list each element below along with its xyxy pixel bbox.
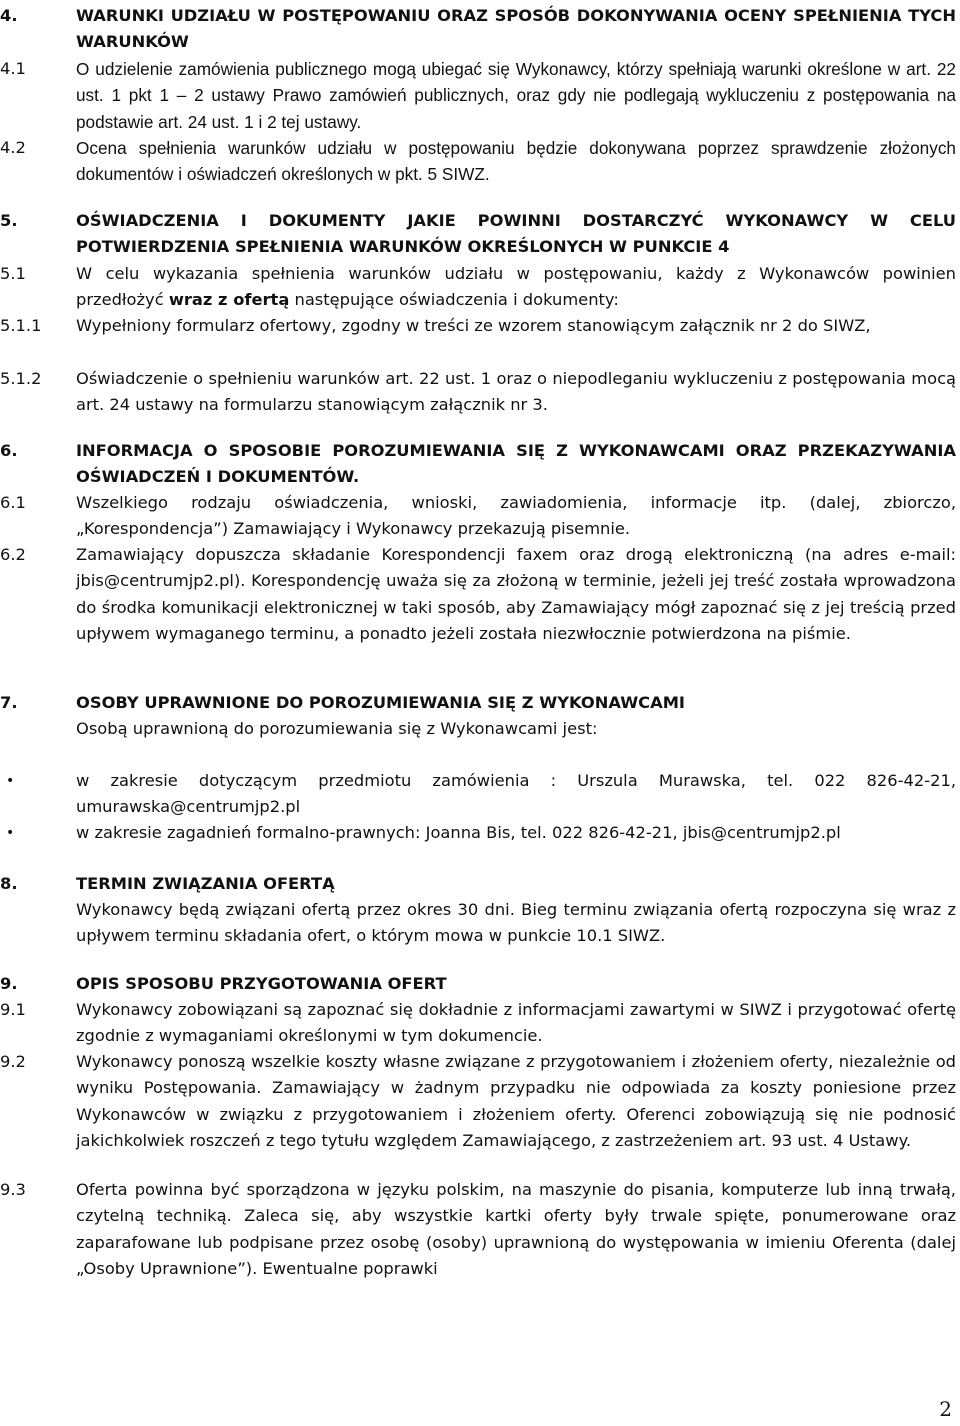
bullet-icon: • <box>6 773 15 789</box>
paragraph-text: Zamawiający dopuszcza składanie Korespondencji faxem oraz drogą elektroniczną (na adres e-mail: jbis@centrumjp2.pl). Korespondencję uważa się za złożoną w terminie, jeżeli jej treść została wprowadzona do środka komunikacji elektronicznej w taki sposób, aby Zamawiający mógł zapoznać się z jej treścią przed upływem wymaganego terminu, a ponadto jeżeli została niezwłocznie potwierdzona na piśmie. <box>76 545 956 644</box>
paragraph-number: 5.1.2 <box>0 369 42 388</box>
section-title: OSOBY UPRAWNIONE DO POROZUMIEWANIA SIĘ Z WYKONAWCAMI <box>76 693 685 712</box>
paragraph-text <box>76 261 956 314</box>
paragraph-text-start: W celu wykazania spełnienia warunków udziału w postępowaniu, każdy z Wykonawców powinien przedłożyć <box>76 264 956 310</box>
section-number: 7. <box>0 693 18 712</box>
paragraph-number: 6.2 <box>0 545 26 564</box>
paragraph-text: Osobą uprawnioną do porozumiewania się z Wykonawcami jest: <box>76 719 598 738</box>
bullet-icon: • <box>6 825 15 841</box>
paragraph-number: 4.1 <box>0 59 26 78</box>
paragraph-text: Wykonawcy ponoszą wszelkie koszty własne związane z przygotowaniem i złożeniem oferty, niezależnie od wyniku Postępowania. Zamawiający w żadnym przypadku nie odpowiada za koszty poniesione przez Wykonawców w związku z przygotowaniem i złożeniem oferty. Oferenci zobowiązują się nie podnosić jakichkolwiek roszczeń z tego tytułu względem Zamawiającego, z zastrzeżeniem art. 93 ust. 4 Ustawy. <box>76 1052 956 1151</box>
paragraph-number: 9.3 <box>0 1180 26 1199</box>
paragraph-text: Wykonawcy zobowiązani są zapoznać się dokładnie z informacjami zawartymi w SIWZ i przygotować ofertę zgodnie z wymaganiami określonymi w tym dokumencie. <box>76 1000 956 1046</box>
section-title: INFORMACJA O SPOSOBIE POROZUMIEWANIA SIĘ Z WYKONAWCAMI ORAZ PRZEKAZYWANIA OŚWIADCZEŃ I DOKUMENTÓW. <box>76 441 956 487</box>
paragraph-text: Oświadczenie o spełnieniu warunków art. 22 ust. 1 oraz o niepodleganiu wykluczeniu z postępowania mocą art. 24 ustawy na formularzu stanowiącym załącznik nr 3. <box>76 369 956 415</box>
paragraph-text: Wykonawcy będą związani ofertą przez okres 30 dni. Bieg terminu związania ofertą rozpoczyna się wraz z upływem terminu składania ofert, o którym mowa w punkcie 10.1 SIWZ. <box>76 900 956 946</box>
paragraph-number: 9.2 <box>0 1052 26 1071</box>
paragraph-text: Wszelkiego rodzaju oświadczenia, wnioski, zawiadomienia, informacje itp. (dalej, zbiorczo, „Korespondencja”) Zamawiający i Wykonawcy przekazują pisemnie. <box>76 493 956 539</box>
section-number: 9. <box>0 974 18 993</box>
page-number: 2 <box>939 1397 952 1421</box>
paragraph-text-end: następujące oświadczenia i dokumenty: <box>294 290 619 310</box>
section-number: 5. <box>0 211 18 230</box>
paragraph-text: Oferta powinna być sporządzona w języku polskim, na maszynie do pisania, komputerze lub inną trwałą, czytelną techniką. Zaleca się, aby wszystkie kartki oferty były trwale spięte, ponumerowane oraz zaparafowane lub podpisane przez osobę (osoby) uprawnioną do występowania w imieniu Oferenta (dalej „Osoby Uprawnione”). Ewentualne poprawki <box>76 1180 956 1279</box>
paragraph-number: 6.1 <box>0 493 26 512</box>
emphasis-text: wraz z ofertą <box>168 290 290 310</box>
section-number: 8. <box>0 874 18 893</box>
paragraph-number: 5.1.1 <box>0 316 42 335</box>
section-title: TERMIN ZWIĄZANIA OFERTĄ <box>76 874 335 893</box>
section-title: OPIS SPOSOBU PRZYGOTOWANIA OFERT <box>76 974 447 993</box>
section-title: OŚWIADCZENIA I DOKUMENTY JAKIE POWINNI DOSTARCZYĆ WYKONAWCY W CELU POTWIERDZENIA SPEŁNIENIA WARUNKÓW OKREŚLONYCH W PUNKCIE 4 <box>76 211 956 257</box>
section-title: WARUNKI UDZIAŁU W POSTĘPOWANIU ORAZ SPOSÓB DOKONYWANIA OCENY SPEŁNIENIA TYCH WARUNKÓW <box>76 6 956 52</box>
paragraph-text: Wypełniony formularz ofertowy, zgodny w treści ze wzorem stanowiącym załącznik nr 2 do SIWZ, <box>76 316 871 335</box>
paragraph-text: Ocena spełnienia warunków udziału w postępowaniu będzie dokonywana poprzez sprawdzenie złożonych dokumentów i oświadczeń określonych w pkt. 5 SIWZ. <box>76 138 956 185</box>
section-number: 6. <box>0 441 18 460</box>
paragraph-text: O udzielenie zamówienia publicznego mogą ubiegać się Wykonawcy, którzy spełniają warunki określone w art. 22 ust. 1 pkt 1 – 2 ustawy Prawo zamówień publicznych, oraz gdy nie podlegają wykluczeniu z postępowania na podstawie art. 24 ust. 1 i 2 tej ustawy. <box>76 59 956 132</box>
paragraph-number: 9.1 <box>0 1000 26 1019</box>
paragraph-number: 4.2 <box>0 138 26 157</box>
paragraph-number: 5.1 <box>0 264 26 283</box>
section-number: 4. <box>0 6 18 25</box>
contact-text: w zakresie dotyczącym przedmiotu zamówienia : Urszula Murawska, tel. 022 826-42-21, umurawska@centrumjp2.pl <box>76 771 956 817</box>
contact-text: w zakresie zagadnień formalno-prawnych: Joanna Bis, tel. 022 826-42-21, jbis@centrumjp2.pl <box>76 823 841 842</box>
